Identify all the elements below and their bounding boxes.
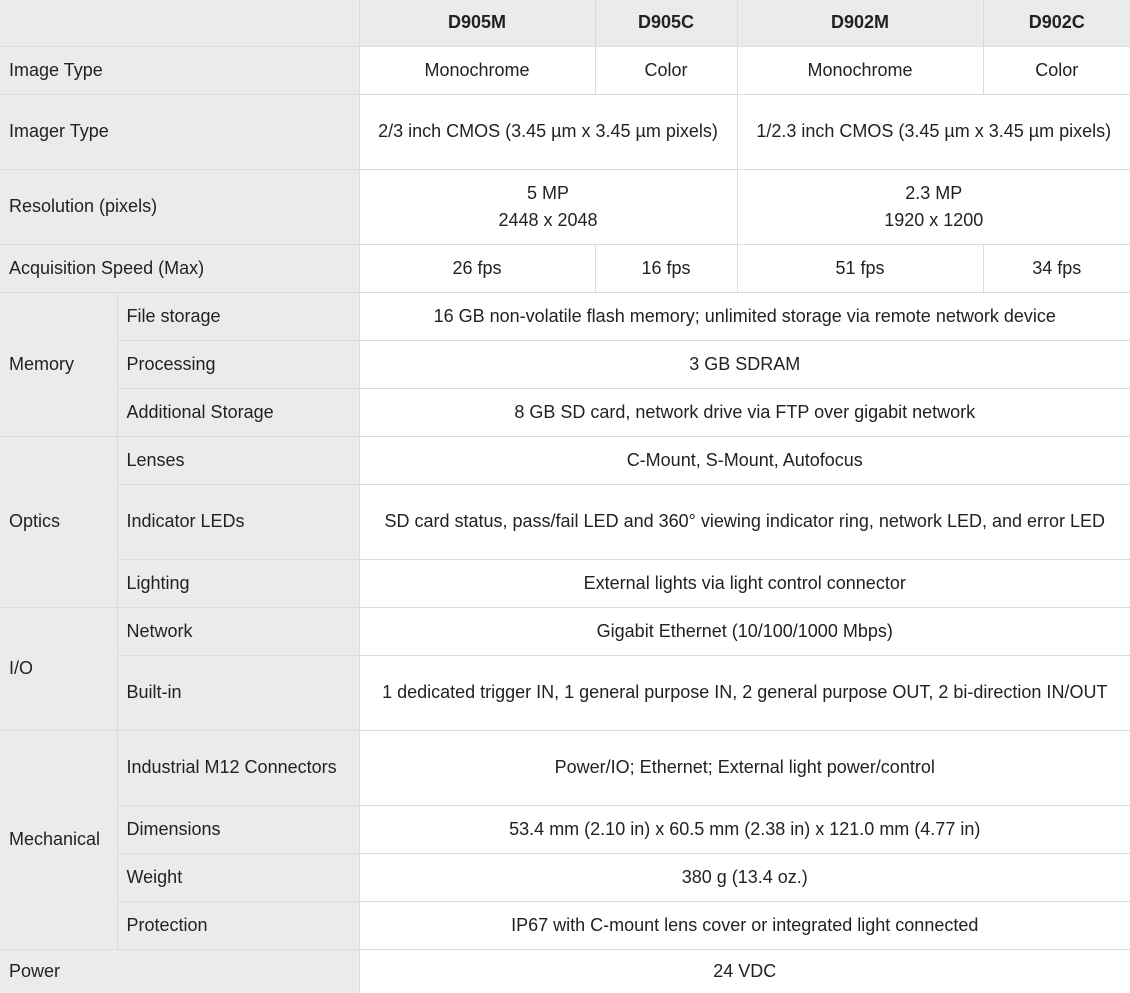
imager-type-d905: 2/3 inch CMOS (3.45 µm x 3.45 µm pixels) <box>359 94 737 169</box>
table-row <box>0 292 1130 340</box>
row-label-power: Power <box>0 949 359 993</box>
header-d905c: D905C <box>595 0 737 46</box>
indicator-leds-value: SD card status, pass/fail LED and 360° viewing indicator ring, network LED, and error LED <box>359 484 1130 559</box>
lenses-value: C-Mount, S-Mount, Autofocus <box>359 436 1130 484</box>
table-header-row <box>0 0 1130 46</box>
table-row <box>0 949 1130 993</box>
resolution-d905-mp: 5 MP <box>526 182 569 203</box>
row-label-dimensions: Dimensions <box>117 805 359 853</box>
table-row <box>0 484 1130 559</box>
network-value: Gigabit Ethernet (10/100/1000 Mbps) <box>359 607 1130 655</box>
table-row <box>0 388 1130 436</box>
row-label-resolution: Resolution (pixels) <box>0 169 359 244</box>
dimensions-value: 53.4 mm (2.10 in) x 60.5 mm (2.38 in) x 121.0 mm (4.77 in) <box>359 805 1130 853</box>
image-type-d905c: Color <box>595 46 737 94</box>
acquisition-d902m: 51 fps <box>737 244 983 292</box>
builtin-value: 1 dedicated trigger IN, 1 general purpose IN, 2 general purpose OUT, 2 bi-direction IN/OUT <box>359 655 1130 730</box>
row-label-acquisition-speed: Acquisition Speed (Max) <box>0 244 359 292</box>
image-type-d905m: Monochrome <box>359 46 595 94</box>
row-label-network: Network <box>117 607 359 655</box>
table-row <box>0 607 1130 655</box>
row-label-lighting: Lighting <box>117 559 359 607</box>
processing-value: 3 GB SDRAM <box>359 340 1130 388</box>
acquisition-d905c: 16 fps <box>595 244 737 292</box>
imager-type-d902: 1/2.3 inch CMOS (3.45 µm x 3.45 µm pixels) <box>737 94 1130 169</box>
table-row <box>0 730 1130 805</box>
table-row <box>0 853 1130 901</box>
connectors-value: Power/IO; Ethernet; External light power/control <box>359 730 1130 805</box>
table-row <box>0 340 1130 388</box>
table-row <box>0 655 1130 730</box>
row-label-file-storage: File storage <box>117 292 359 340</box>
acquisition-d905m: 26 fps <box>359 244 595 292</box>
protection-value: IP67 with C-mount lens cover or integrated light connected <box>359 901 1130 949</box>
group-label-io: I/O <box>0 607 117 730</box>
group-label-mechanical: Mechanical <box>0 730 117 949</box>
group-label-optics: Optics <box>0 436 117 607</box>
resolution-d902 <box>737 169 1130 244</box>
resolution-d905 <box>359 169 737 244</box>
row-label-image-type: Image Type <box>0 46 359 94</box>
resolution-d905-px: 2448 x 2048 <box>498 209 598 230</box>
image-type-d902c: Color <box>983 46 1130 94</box>
row-label-weight: Weight <box>117 853 359 901</box>
lighting-value: External lights via light control connector <box>359 559 1130 607</box>
row-label-imager-type: Imager Type <box>0 94 359 169</box>
row-label-lenses: Lenses <box>117 436 359 484</box>
table-row <box>0 46 1130 94</box>
additional-storage-value: 8 GB SD card, network drive via FTP over gigabit network <box>359 388 1130 436</box>
file-storage-value: 16 GB non-volatile flash memory; unlimited storage via remote network device <box>359 292 1130 340</box>
power-value: 24 VDC <box>359 949 1130 993</box>
table-row <box>0 169 1130 244</box>
header-d902c: D902C <box>983 0 1130 46</box>
header-d905m: D905M <box>359 0 595 46</box>
row-label-protection: Protection <box>117 901 359 949</box>
resolution-d902-px: 1920 x 1200 <box>884 209 984 230</box>
row-label-builtin: Built-in <box>117 655 359 730</box>
table-row <box>0 94 1130 169</box>
row-label-additional-storage: Additional Storage <box>117 388 359 436</box>
table-row <box>0 805 1130 853</box>
table-row <box>0 244 1130 292</box>
image-type-d902m: Monochrome <box>737 46 983 94</box>
header-d902m: D902M <box>737 0 983 46</box>
table-row <box>0 901 1130 949</box>
group-label-memory: Memory <box>0 292 117 436</box>
resolution-d902-mp: 2.3 MP <box>905 182 963 203</box>
row-label-indicator-leds: Indicator LEDs <box>117 484 359 559</box>
table-row <box>0 436 1130 484</box>
weight-value: 380 g (13.4 oz.) <box>359 853 1130 901</box>
table-row <box>0 559 1130 607</box>
row-label-connectors: Industrial M12 Connectors <box>117 730 359 805</box>
header-blank-cell <box>0 0 359 46</box>
acquisition-d902c: 34 fps <box>983 244 1130 292</box>
row-label-processing: Processing <box>117 340 359 388</box>
